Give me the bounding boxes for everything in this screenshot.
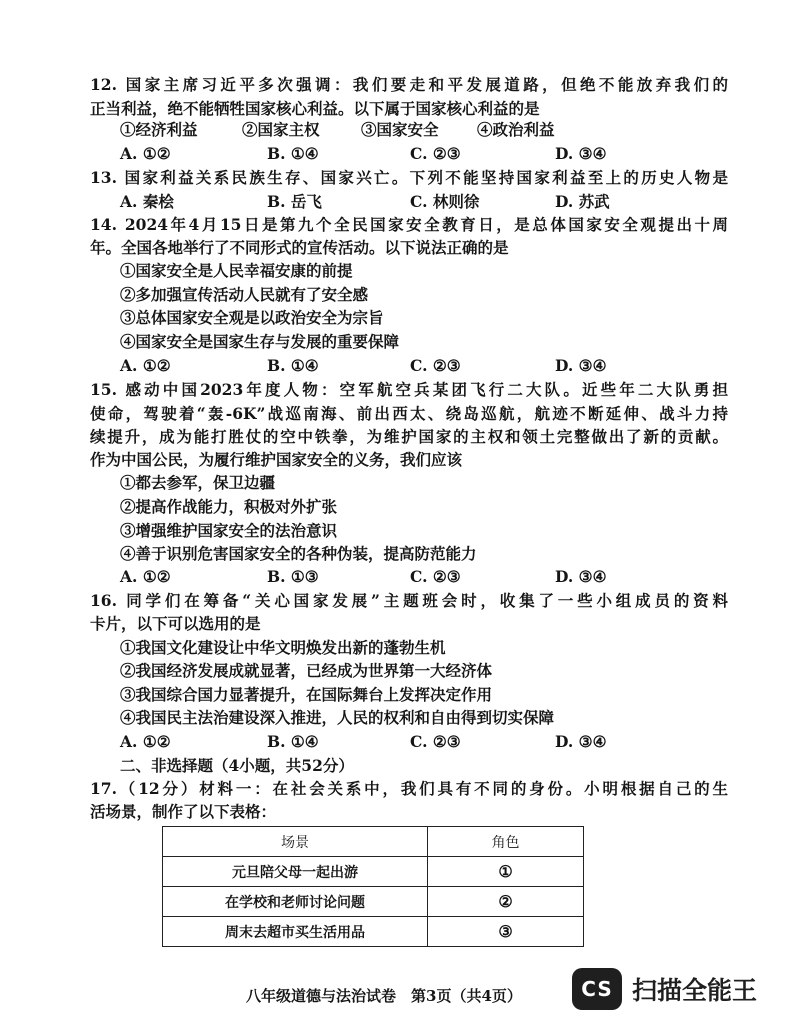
scene-cell: 周末去超市买生活用品 (163, 917, 428, 947)
q14-option-c: C. ②③ (410, 356, 461, 375)
q12-option-d: D. ③④ (555, 144, 607, 163)
q12-stem-line-2: 正当利益，绝不能牺牲国家核心利益。以下属于国家核心利益的是 (90, 99, 540, 118)
q15-option-b: B. ①③ (267, 567, 319, 586)
q13-stem: 13. 国家利益关系民族生存、国家兴亡。下列不能坚持国家利益至上的历史人物是 (90, 168, 728, 187)
q15-option-a: A. ①② (120, 567, 171, 586)
q15-choice-1: ①都去参军，保卫边疆 (120, 473, 276, 492)
q13-option-a: A. 秦桧 (120, 192, 174, 211)
camscanner-logo-icon: CS (572, 968, 622, 1010)
q15-option-c: C. ②③ (410, 567, 461, 586)
q13-option-b: B. 岳飞 (267, 192, 322, 211)
q14-stem-line-2: 年。全国各地举行了不同形式的宣传活动。以下说法正确的是 (90, 238, 509, 257)
q12-choice-1: ①经济利益 (120, 120, 198, 139)
q14-option-a: A. ①② (120, 356, 171, 375)
role-cell: ③ (428, 917, 584, 947)
q16-option-c: C. ②③ (410, 732, 461, 751)
q17-stem-line-1: 17.（12分）材料一：在社会关系中，我们具有不同的身份。小明根据自己的生 (90, 779, 728, 798)
q16-option-d: D. ③④ (555, 732, 607, 751)
q15-option-d: D. ③④ (555, 567, 607, 586)
q16-option-a: A. ①② (120, 732, 171, 751)
table-row (163, 887, 584, 917)
q14-choice-2: ②多加强宣传活动人民就有了安全感 (120, 285, 369, 304)
q15-choice-4: ④善于识别危害国家安全的各种伪装，提高防范能力 (120, 544, 477, 563)
q15-choice-3: ③增强维护国家安全的法治意识 (120, 521, 338, 540)
roles-table (162, 826, 584, 947)
q14-option-d: D. ③④ (555, 356, 607, 375)
q12-option-c: C. ②③ (410, 144, 461, 163)
q14-stem-line-1: 14. 2024年4月15日是第九个全民国家安全教育日，是总体国家安全观提出十周 (90, 215, 728, 234)
q16-choice-1: ①我国文化建设让中华文明焕发出新的蓬勃生机 (120, 638, 446, 657)
scene-cell: 元旦陪父母一起出游 (163, 857, 428, 887)
page-footer: 八年级道德与法治试卷 第3页（共4页） (246, 987, 522, 1005)
q14-option-b: B. ①④ (267, 356, 319, 375)
section-heading: 二、非选择题（4小题，共52分） (120, 756, 354, 775)
q12-stem-line-1: 12. 国家主席习近平多次强调：我们要走和平发展道路，但绝不能放弃我们的 (90, 75, 728, 94)
scanner-watermark (572, 968, 757, 1010)
q12-option-b: B. ①④ (267, 144, 319, 163)
scene-cell: 在学校和老师讨论问题 (163, 887, 428, 917)
q15-choice-2: ②提高作战能力，积极对外扩张 (120, 497, 338, 516)
watermark-text: 扫描全能王 (632, 976, 758, 1005)
table-header-row (163, 827, 584, 857)
q14-choice-1: ①国家安全是人民幸福安康的前提 (120, 261, 353, 280)
q15-stem-line-2: 使命，驾驶着“轰-6K”战巡南海、前出西太、绕岛巡航，航迹不断延伸、战斗力持 (90, 404, 728, 423)
table-row (163, 917, 584, 947)
header-role: 角色 (428, 827, 584, 857)
q16-option-b: B. ①④ (267, 732, 319, 751)
q15-stem-line-3: 续提升，成为能打胜仗的空中铁拳，为维护国家的主权和领土完整做出了新的贡献。 (90, 427, 728, 446)
q17-stem-line-2: 活场景，制作了以下表格： (90, 802, 277, 821)
q16-stem-line-2: 卡片，以下可以选用的是 (90, 614, 261, 633)
q13-option-d: D. 苏武 (555, 192, 610, 211)
q12-choice-3: ③国家安全 (361, 120, 439, 139)
q16-stem-line-1: 16. 同学们在筹备“关心国家发展”主题班会时，收集了一些小组成员的资料 (90, 591, 728, 610)
q12-choice-2: ②国家主权 (242, 120, 320, 139)
q15-stem-line-1: 15. 感动中国2023年度人物：空军航空兵某团飞行二大队。近些年二大队勇担 (90, 380, 728, 399)
q16-choice-2: ②我国经济发展成就显著，已经成为世界第一大经济体 (120, 661, 493, 680)
q16-choice-4: ④我国民主法治建设深入推进，人民的权利和自由得到切实保障 (120, 708, 555, 727)
q12-option-a: A. ①② (120, 144, 171, 163)
role-cell: ② (428, 887, 584, 917)
q14-choice-4: ④国家安全是国家生存与发展的重要保障 (120, 332, 400, 351)
q12-choice-4: ④政治利益 (477, 120, 555, 139)
role-cell: ① (428, 857, 584, 887)
table-row (163, 857, 584, 887)
q13-option-c: C. 林则徐 (410, 192, 480, 211)
q14-choice-3: ③总体国家安全观是以政治安全为宗旨 (120, 308, 384, 327)
header-scene: 场景 (163, 827, 428, 857)
q16-choice-3: ③我国综合国力显著提升，在国际舞台上发挥决定作用 (120, 685, 493, 704)
q15-stem-line-4: 作为中国公民，为履行维护国家安全的义务，我们应该 (90, 450, 463, 469)
